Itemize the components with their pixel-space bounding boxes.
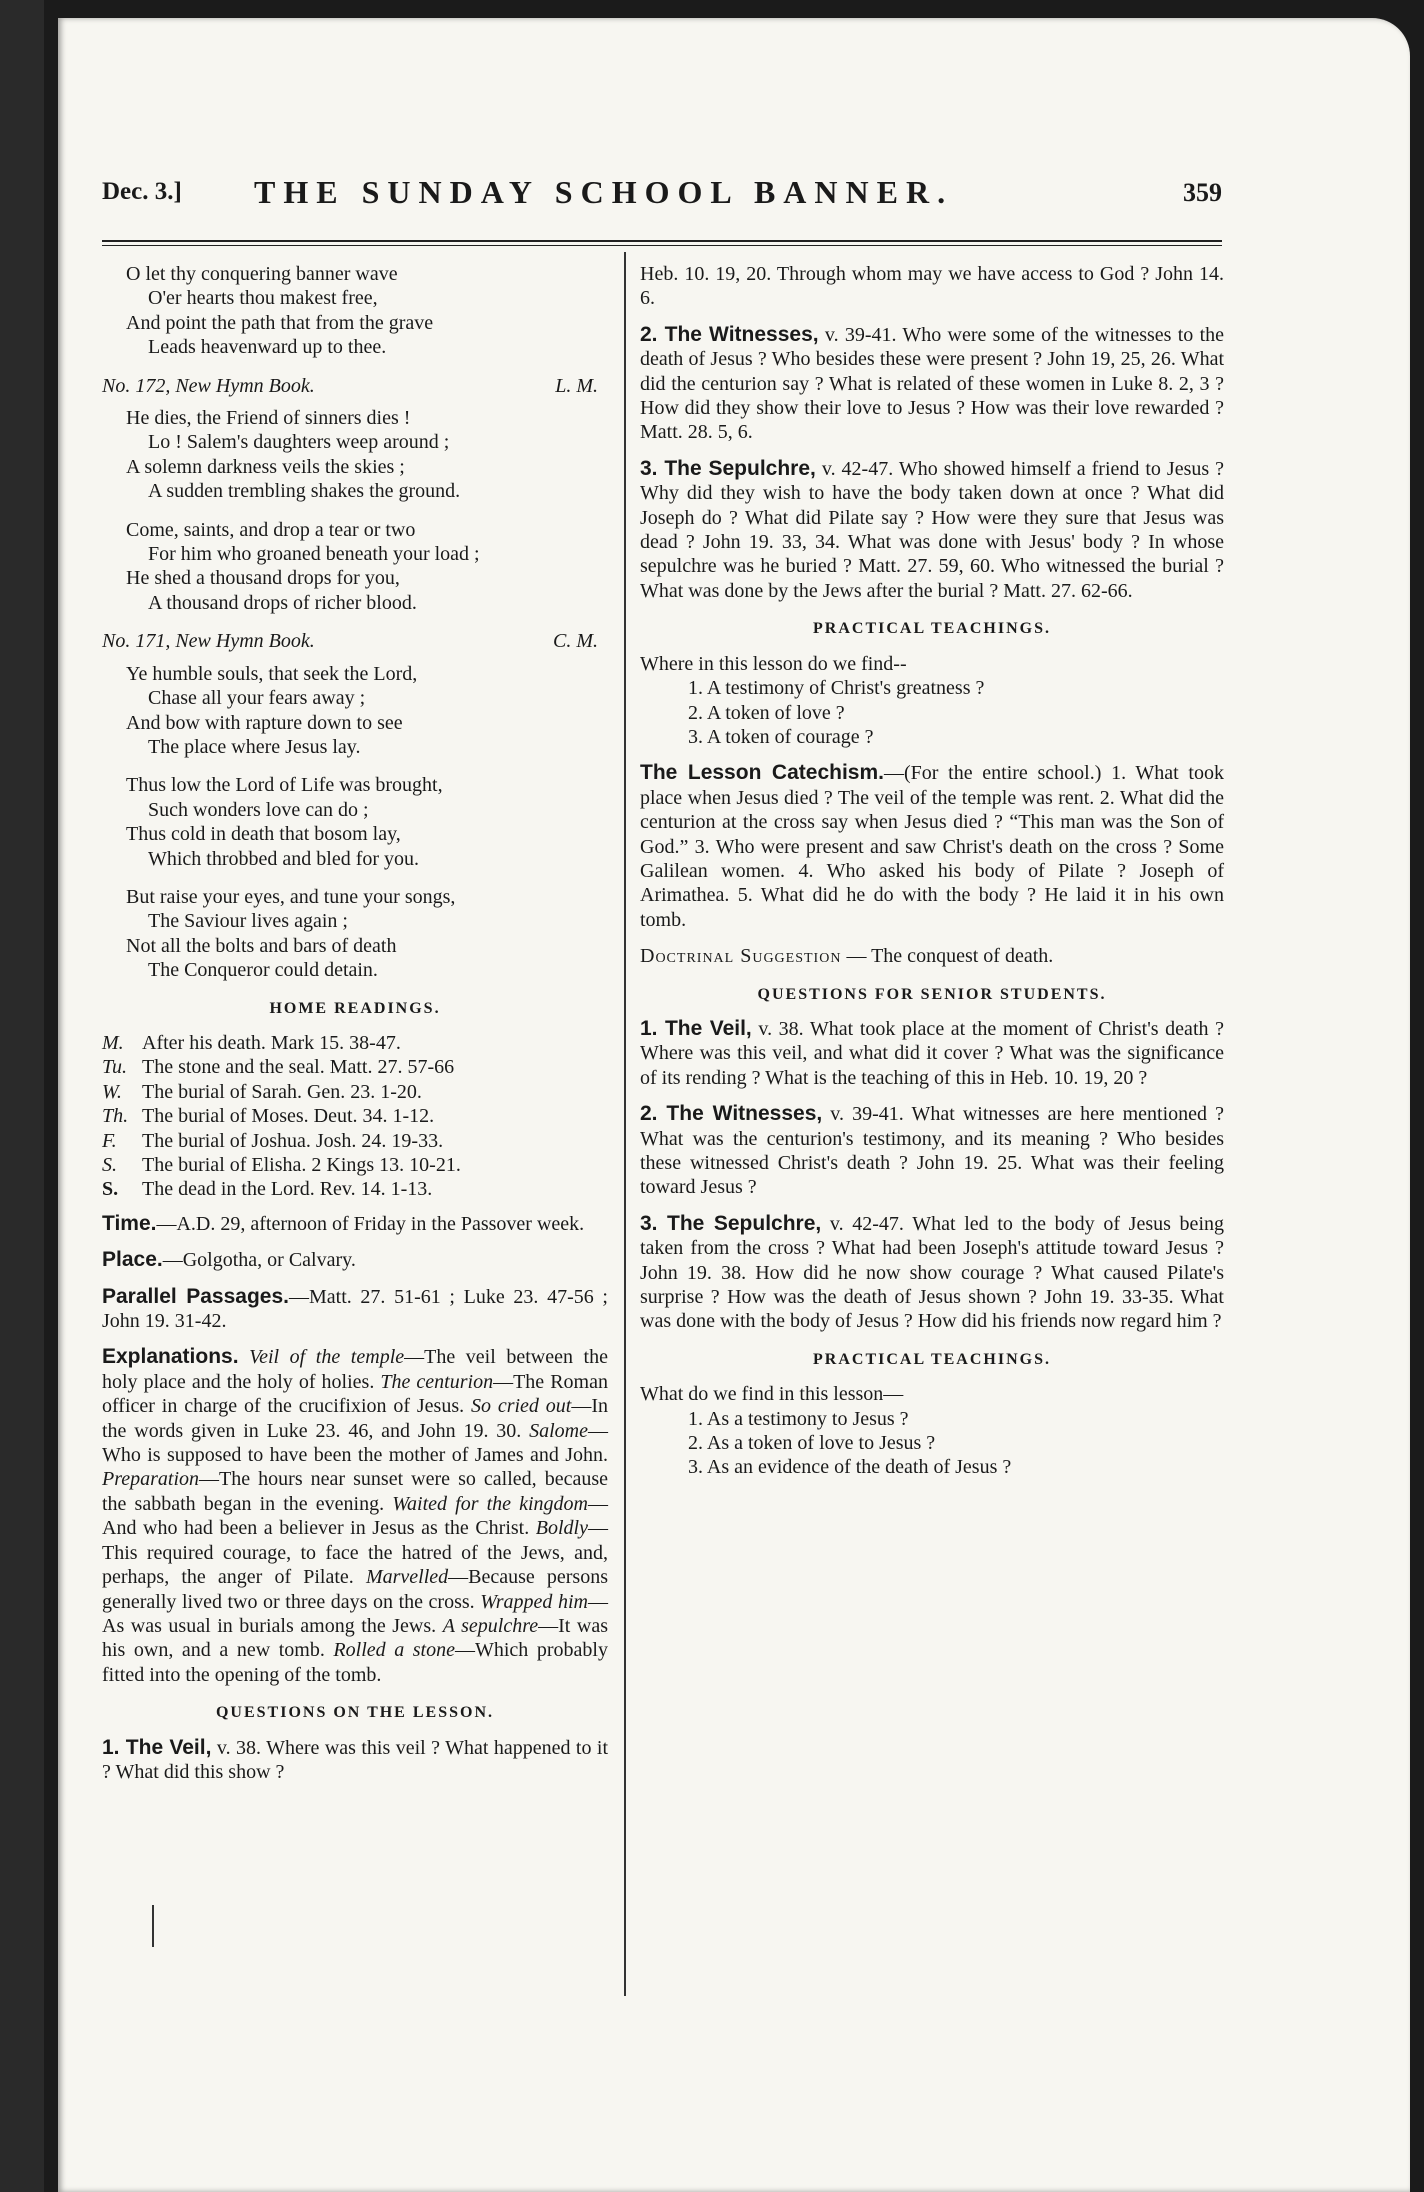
catechism-paragraph <box>640 761 1224 932</box>
verse-line: A sudden trembling shakes the ground. <box>148 480 461 503</box>
explanation-term: Veil of the temple <box>249 1346 405 1369</box>
explanation-text: —It was his own, and a new tomb. <box>102 1614 608 1662</box>
question-witnesses <box>640 323 1224 445</box>
question-label: 3. The Sepulchre, <box>640 456 816 480</box>
right-column <box>640 262 1224 1480</box>
reading-row <box>102 1153 608 1177</box>
senior-question-veil <box>640 1017 1224 1090</box>
question-text: v. 38. Where was this veil ? What happened to it ? What did this show ? <box>102 1736 608 1783</box>
hymn-name: No. 172, New Hymn Book. <box>102 374 315 397</box>
explanation-term: So cried out <box>470 1395 572 1418</box>
explanation-text: —This required courage, to face the hatred of the Jews, and, perhaps, the anger of Pilate. <box>102 1517 608 1589</box>
verse-line: The place where Jesus lay. <box>148 735 361 758</box>
questions-heading: QUESTIONS ON THE LESSON. <box>215 1704 494 1722</box>
verse-line: A solemn darkness veils the skies ; <box>126 455 405 478</box>
reading-row <box>102 1104 608 1128</box>
verse-line: The Saviour lives again ; <box>148 910 348 933</box>
parallel-paragraph <box>102 1285 608 1334</box>
header-rule-thin <box>102 245 1222 246</box>
explanation-text: —As was usual in burials among the Jews. <box>102 1590 608 1637</box>
hymn-meter: L. M. <box>555 374 598 397</box>
verse-1 <box>102 406 608 504</box>
question-label: 2. The Witnesses, <box>640 322 819 346</box>
reading-day: S. <box>102 1178 119 1201</box>
reading-row <box>102 1055 608 1079</box>
reading-day: S. <box>102 1154 117 1176</box>
question-text: v. 42-47. Who showed himself a friend to Jesus ? Why did they wish to have the body taken down at once ? What did Joseph do ? What did Pilate say ? How were they sure that Jesus was dead ? John 19. 33, 34. What was done with Jesus' body ? In whose sepulchre was he buried ? Matt. 27. 59, 60. Who witnessed the burial ? What was done by the Jews after the burial ? Matt. 27. 62-66. <box>640 457 1225 602</box>
verse-line: Thus low the Lord of Life was brought, <box>126 774 443 797</box>
page-number: 359 <box>1183 178 1222 207</box>
hymn-heading <box>102 629 608 653</box>
verse-line: But raise your eyes, and tune your songs, <box>126 885 456 908</box>
verse-line: Ye humble souls, that seek the Lord, <box>126 662 418 685</box>
practical-teachings-list-2 <box>640 1382 1224 1480</box>
verse-5 <box>102 885 608 983</box>
list-item: 3. As an evidence of the death of Jesus ? <box>688 1456 1012 1479</box>
doctrinal-paragraph <box>640 944 1224 968</box>
verse-line: And bow with rapture down to see <box>126 711 403 734</box>
list-item: 1. As a testimony to Jesus ? <box>688 1407 909 1430</box>
explanation-term: Boldly <box>535 1517 588 1540</box>
margin-mark <box>152 1905 154 1947</box>
practical-teachings-list <box>640 652 1224 750</box>
reading-text: The burial of Moses. Deut. 34. 1-12. <box>142 1105 435 1128</box>
reading-row <box>102 1129 608 1153</box>
question-text: v. 39-41. Who were some of the witnesses to the death of Jesus ? Who besides these were present ? John 19, 25, 26. What did the centurion say ? What is related of these women in Luke 8. 2, 3 ? How did they show their love to Jesus ? How was their love rewarded ? Matt. 28. 5, 6. <box>640 323 1224 444</box>
senior-questions-heading: QUESTIONS FOR SENIOR STUDENTS. <box>757 985 1107 1003</box>
reading-text: The burial of Elisha. 2 Kings 13. 10-21. <box>142 1154 461 1176</box>
explanation-text: —Because persons generally lived two or three days on the cross. <box>102 1566 608 1613</box>
explanation-text: —The veil between the holy place and the holy of holies. <box>102 1346 608 1393</box>
hymn-name: No. 171, New Hymn Book. <box>102 630 315 653</box>
practical-teachings-heading-2: PRACTICAL TEACHINGS. <box>813 1350 1051 1368</box>
hymn-meter: C. M. <box>553 630 598 653</box>
home-readings-heading: HOME READINGS. <box>269 999 441 1017</box>
explanation-term: Waited for the kingdom <box>392 1492 588 1515</box>
reading-text: After his death. Mark 15. 38-47. <box>142 1031 401 1054</box>
question-text: v. 38. What took place at the moment of Christ's death ? Where was this veil, and what did it cover ? What was the significance of its rending ? What is the teaching of this in Heb. 10. 19, 20 ? <box>640 1017 1224 1089</box>
verse-0 <box>102 262 608 360</box>
verse-line: Not all the bolts and bars of death <box>126 934 397 957</box>
column-divider <box>624 252 626 1996</box>
question-veil <box>102 1736 608 1785</box>
verse-line: He shed a thousand drops for you, <box>126 567 400 590</box>
verse-line: Leads heavenward up to thee. <box>148 336 387 359</box>
reading-text: The dead in the Lord. Rev. 14. 1-13. <box>142 1178 433 1201</box>
place-paragraph <box>102 1248 608 1272</box>
explanation-text: —The Roman officer in charge of the crucifixion of Jesus. <box>102 1370 608 1418</box>
reading-day: W. <box>102 1080 122 1103</box>
question-label: 1. The Veil, <box>102 1735 212 1759</box>
verse-4 <box>102 773 608 871</box>
catechism-label: The Lesson Catechism. <box>640 761 884 785</box>
catechism-text: —(For the entire school.) 1. What took place when Jesus died ? The veil of the temple was rent. 2. What did the centurion at the cross say when Jesus died ? “This man was the Son of God.” 3. Who were present and saw Christ's death on the cross ? Some Galilean women. 4. Who asked his body of Pilate ? Joseph of Arimathea. 5. What did he do with the body ? He laid it in his own tomb. <box>640 762 1224 931</box>
question-label: 3. The Sepulchre, <box>640 1211 822 1235</box>
explanation-term: Wrapped him <box>480 1590 588 1613</box>
reading-day: Tu. <box>102 1056 128 1079</box>
doctrinal-text: — The conquest of death. <box>841 945 1054 968</box>
explanation-text: —In the words given in Luke 23. 46, and John 19. 30. <box>102 1395 608 1442</box>
parallel-label: Parallel Passages. <box>102 1284 289 1308</box>
verse-line: A thousand drops of richer blood. <box>148 591 417 614</box>
reading-row <box>102 1177 608 1201</box>
question-text: v. 42-47. What led to the body of Jesus being taken from the cross ? What had been Joseph's attitude toward Jesus ? John 19. 38. How did he now show courage ? What caused Pilate's surprise ? How was the death of Jesus shown ? John 19. 33-35. What was done with the body of Jesus ? How did his friends now regard him ? <box>640 1212 1224 1333</box>
header-rule <box>102 240 1222 242</box>
explanation-text: —And who had been a believer in Jesus as the Christ. <box>102 1492 608 1540</box>
home-readings-list <box>102 1031 608 1202</box>
verse-line: Come, saints, and drop a tear or two <box>126 518 416 541</box>
verse-line: Chase all your fears away ; <box>148 687 366 710</box>
list-item: 2. A token of love ? <box>688 701 845 724</box>
time-label: Time. <box>102 1211 157 1235</box>
left-column <box>102 262 608 1796</box>
verse-line: Which throbbed and bled for you. <box>148 847 420 870</box>
verse-line: For him who groaned beneath your load ; <box>148 543 480 566</box>
running-header <box>102 170 1222 230</box>
question-sepulchre <box>640 457 1224 603</box>
list-intro: What do we find in this lesson— <box>640 1383 904 1406</box>
verse-line: O let thy conquering banner wave <box>126 263 398 285</box>
reading-row <box>102 1031 608 1055</box>
explanation-term: Preparation <box>102 1468 200 1491</box>
list-item: 3. A token of courage ? <box>688 725 874 748</box>
practical-teachings-heading: PRACTICAL TEACHINGS. <box>813 620 1051 638</box>
senior-question-sepulchre <box>640 1212 1224 1334</box>
explanation-term: A sepulchre <box>442 1614 539 1637</box>
hymn-heading <box>102 374 608 398</box>
doctrinal-label: Doctrinal Suggestion <box>640 945 842 968</box>
question-text: v. 39-41. What witnesses are here mentioned ? What was the centurion's testimony, and its meaning ? Who besides these witnessed Christ's death ? John 19. 25. What was their feeling toward Jesus ? <box>640 1103 1224 1199</box>
verse-3 <box>102 662 608 760</box>
time-text: —A.D. 29, afternoon of Friday in the Passover week. <box>156 1212 585 1235</box>
verse-line: Lo ! Salem's daughters weep around ; <box>148 431 450 454</box>
header-date: Dec. 3.] <box>102 178 182 205</box>
reading-day: M. <box>102 1031 124 1054</box>
place-label: Place. <box>102 1248 163 1272</box>
reading-text: The stone and the seal. Matt. 27. 57-66 <box>142 1056 455 1079</box>
explanation-term: Rolled a stone <box>333 1639 455 1662</box>
verse-2 <box>102 518 608 616</box>
explanation-term: The centurion <box>380 1370 494 1393</box>
reading-day: F. <box>102 1129 117 1152</box>
question-label: 2. The Witnesses, <box>640 1102 823 1126</box>
time-paragraph <box>102 1212 608 1236</box>
place-text: —Golgotha, or Calvary. <box>162 1249 356 1272</box>
verse-line: The Conqueror could detain. <box>148 959 378 982</box>
explanation-text: —Which probably fitted into the opening of the tomb. <box>102 1639 608 1686</box>
explanations-label: Explanations. <box>102 1345 239 1369</box>
verse-line: Thus cold in death that bosom lay, <box>126 823 401 846</box>
header-title: THE SUNDAY SCHOOL BANNER. <box>254 174 954 210</box>
senior-question-witnesses <box>640 1102 1224 1200</box>
list-item: 1. A testimony of Christ's greatness ? <box>688 677 985 700</box>
explanation-text: —The hours near sunset were so called, because the sabbath began in the evening. <box>102 1468 608 1515</box>
verse-line: Such wonders love can do ; <box>148 798 369 821</box>
explanation-term: Marvelled <box>365 1566 449 1589</box>
scan-edge <box>0 0 44 2192</box>
question-label: 1. The Veil, <box>640 1016 752 1040</box>
verse-line: He dies, the Friend of sinners dies ! <box>126 407 411 430</box>
reading-row <box>102 1080 608 1104</box>
list-intro: Where in this lesson do we find-- <box>640 652 907 675</box>
reading-text: The burial of Joshua. Josh. 24. 19-33. <box>142 1129 444 1152</box>
reading-text: The burial of Sarah. Gen. 23. 1-20. <box>142 1080 422 1103</box>
parallel-text: —Matt. 27. 51-61 ; Luke 23. 47-56 ; John 19. 31-42. <box>102 1285 608 1333</box>
explanation-text: —Who is supposed to have been the mother of James and John. <box>102 1419 608 1467</box>
reading-day: Th. <box>102 1105 129 1128</box>
explanation-term: Salome <box>529 1419 588 1442</box>
verse-line: O'er hearts thou makest free, <box>148 287 378 310</box>
list-item: 2. As a token of love to Jesus ? <box>688 1432 936 1455</box>
continued-text: Heb. 10. 19, 20. Through whom may we have access to God ? John 14. 6. <box>640 263 1224 310</box>
verse-line: And point the path that from the grave <box>126 311 434 334</box>
explanations-paragraph <box>102 1345 608 1687</box>
